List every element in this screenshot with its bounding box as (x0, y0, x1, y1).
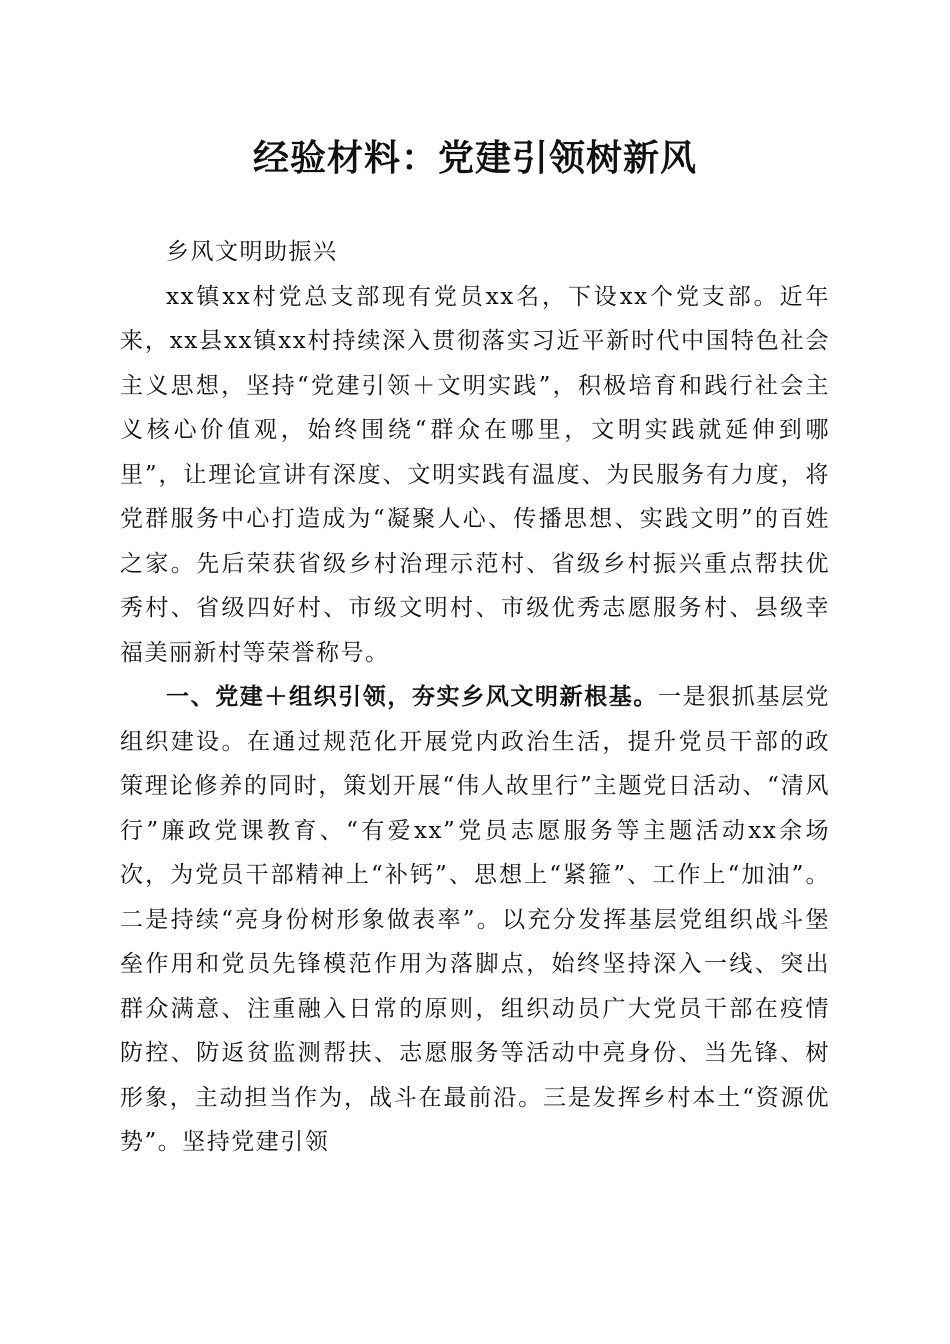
paragraph-section-one-text: 一是狠抓基层党组织建设。在通过规范化开展党内政治生活，提升党员干部的政策理论修养的同时，策划开展“伟人故里行”主题党日活动、“清风行”廉政党课教育、“有爱xx”党员志愿服务等主题活动xx余场次，为党员干部精神上“补钙”、思想上“紧箍”、工作上“加油”。二是持续“亮身份树形象做表率”。以充分发挥基层党组织战斗堡垒作用和党员先锋模范作用为落脚点，始终坚持深入一线、突出群众满意、注重融入日常的原则，组织动员广大党员干部在疫情防控、防返贫监测帮扶、志愿服务等活动中亮身份、当先锋、树形象，主动担当作为，战斗在最前沿。三是发挥乡村本土“资源优势”。坚持党建引领 (120, 684, 831, 1155)
paragraph-intro-text: xx镇xx村党总支部现有党员xx名，下设xx个党支部。近年来，xx县xx镇xx村持续深入贯彻落实习近平新时代中国特色社会主义思想，坚持“党建引领＋文明实践”，积极培育和践行社会主义核心价值观，始终围绕“群众在哪里，文明实践就延伸到哪里”，让理论宣讲有深度、文明实践有温度、为民服务有力度，将党群服务中心打造成为“凝聚人心、传播思想、实践文明”的百姓之家。先后荣获省级乡村治理示范村、省级乡村振兴重点帮扶优秀村、省级四好村、市级文明村、市级优秀志愿服务村、县级幸福美丽新村等荣誉称号。 (120, 283, 830, 666)
paragraph-section-one (120, 675, 830, 1165)
document-body (120, 230, 830, 1165)
document-subtitle: 乡风文明助振兴 (166, 239, 338, 265)
section-one-heading: 一、党建＋组织引领，夯实乡风文明新根基。 (166, 683, 658, 710)
document-title: 经验材料：党建引领树新风 (252, 137, 697, 179)
paragraph-intro (120, 275, 830, 676)
